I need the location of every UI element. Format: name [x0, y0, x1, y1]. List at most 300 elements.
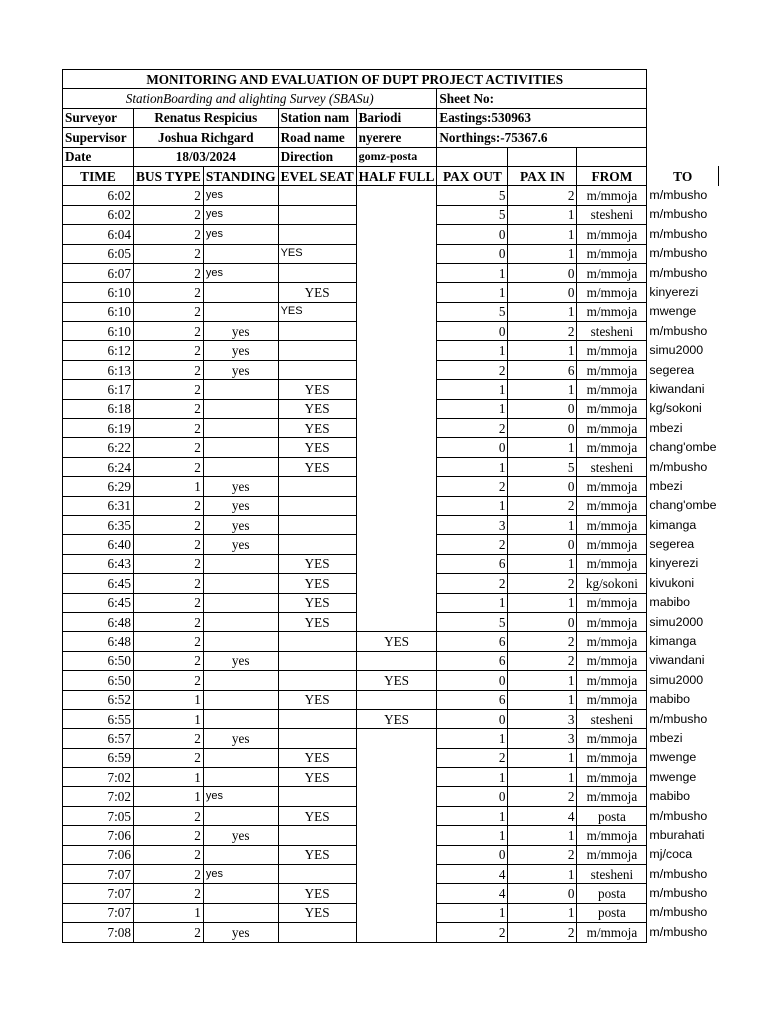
cell-level-seat — [278, 225, 356, 244]
cell-pax-in: 3 — [508, 709, 577, 728]
cell-pax-out: 1 — [437, 593, 508, 612]
table-row — [63, 593, 719, 612]
cell-from: m/mmoja — [577, 787, 647, 806]
cell-half-full — [356, 322, 437, 341]
cell-bus-type: 1 — [134, 690, 204, 709]
table-row — [63, 283, 719, 302]
cell-pax-in: 1 — [508, 903, 577, 922]
cell-half-full — [356, 205, 437, 224]
cell-level-seat: YES — [278, 380, 356, 399]
cell-time: 6:10 — [63, 302, 134, 321]
cell-level-seat: YES — [278, 302, 356, 321]
table-row — [63, 574, 719, 593]
table-row — [63, 496, 719, 515]
cell-from: m/mmoja — [577, 380, 647, 399]
cell-time: 6:05 — [63, 244, 134, 263]
cell-to: mbezi — [649, 478, 683, 493]
cell-time: 6:31 — [63, 496, 134, 515]
cell-half-full — [356, 651, 437, 670]
cell-half-full — [356, 729, 437, 748]
cell-to: m/mbusho — [649, 924, 708, 939]
cell-pax-in: 1 — [508, 244, 577, 263]
cell-from: posta — [577, 903, 647, 922]
table-row — [63, 341, 719, 360]
cell-to: m/mbusho — [649, 905, 708, 920]
cell-from: stesheni — [577, 205, 647, 224]
cell-pax-out: 5 — [437, 186, 508, 205]
cell-level-seat — [278, 205, 356, 224]
cell-standing — [203, 632, 278, 651]
cell-time: 6:43 — [63, 554, 134, 573]
cell-bus-type: 1 — [134, 709, 204, 728]
cell-level-seat — [278, 787, 356, 806]
cell-pax-in: 2 — [508, 845, 577, 864]
sheet-no-label: Sheet No: — [437, 89, 647, 108]
cell-bus-type: 2 — [134, 535, 204, 554]
col-level-seat-header: EVEL SEAT — [278, 166, 356, 185]
cell-time: 6:35 — [63, 515, 134, 534]
cell-from: m/mmoja — [577, 477, 647, 496]
survey-sheet — [62, 69, 719, 943]
table-row — [63, 186, 719, 205]
cell-level-seat — [278, 186, 356, 205]
cell-from: m/mmoja — [577, 225, 647, 244]
cell-to: segerea — [649, 362, 695, 377]
cell-standing — [203, 380, 278, 399]
cell-time: 6:04 — [63, 225, 134, 244]
cell-standing — [203, 244, 278, 263]
cell-time: 6:02 — [63, 186, 134, 205]
cell-pax-in: 0 — [508, 884, 577, 903]
cell-half-full — [356, 787, 437, 806]
cell-to: m/mbusho — [649, 207, 708, 222]
cell-pax-in: 1 — [508, 593, 577, 612]
cell-bus-type: 2 — [134, 360, 204, 379]
cell-bus-type: 2 — [134, 865, 204, 884]
cell-level-seat: YES — [278, 806, 356, 825]
cell-pax-in: 2 — [508, 787, 577, 806]
cell-half-full — [356, 690, 437, 709]
cell-bus-type: 2 — [134, 186, 204, 205]
cell-pax-out: 5 — [437, 612, 508, 631]
cell-from: m/mmoja — [577, 554, 647, 573]
cell-standing — [203, 806, 278, 825]
table-row — [63, 884, 719, 903]
cell-time: 6:07 — [63, 263, 134, 282]
cell-to: kimanga — [649, 634, 697, 649]
cell-time: 6:57 — [63, 729, 134, 748]
col-time-header: TIME — [63, 166, 134, 185]
cell-bus-type: 2 — [134, 574, 204, 593]
cell-time: 6:24 — [63, 457, 134, 476]
cell-time: 7:06 — [63, 845, 134, 864]
cell-half-full — [356, 477, 437, 496]
cell-to: mabibo — [649, 595, 691, 610]
road-value: nyerere — [356, 128, 437, 147]
col-from-header: FROM — [577, 166, 647, 185]
cell-time: 6:10 — [63, 322, 134, 341]
table-row — [63, 225, 719, 244]
cell-from: m/mmoja — [577, 399, 647, 418]
table-row — [63, 457, 719, 476]
road-label: Road name — [278, 128, 356, 147]
cell-time: 6:10 — [63, 283, 134, 302]
cell-level-seat — [278, 360, 356, 379]
table-row — [63, 865, 719, 884]
cell-half-full — [356, 263, 437, 282]
cell-pax-out: 1 — [437, 399, 508, 418]
cell-to: mabibo — [649, 789, 691, 804]
cell-pax-out: 1 — [437, 806, 508, 825]
cell-standing: yes — [203, 186, 278, 205]
cell-time: 7:08 — [63, 923, 134, 942]
cell-pax-in: 6 — [508, 360, 577, 379]
column-header-row — [63, 166, 719, 185]
cell-time: 6:50 — [63, 671, 134, 690]
cell-pax-in: 0 — [508, 399, 577, 418]
cell-standing — [203, 554, 278, 573]
cell-to: mburahati — [649, 827, 705, 842]
cell-pax-in: 1 — [508, 302, 577, 321]
cell-standing: yes — [203, 341, 278, 360]
cell-from: m/mmoja — [577, 671, 647, 690]
cell-bus-type: 2 — [134, 225, 204, 244]
table-row — [63, 263, 719, 282]
cell-half-full — [356, 612, 437, 631]
cell-pax-out: 6 — [437, 554, 508, 573]
cell-level-seat: YES — [278, 903, 356, 922]
cell-standing: yes — [203, 263, 278, 282]
cell-pax-in: 5 — [508, 457, 577, 476]
cell-time: 7:02 — [63, 768, 134, 787]
cell-bus-type: 2 — [134, 806, 204, 825]
col-bus-type-header: BUS TYPE — [134, 166, 204, 185]
cell-pax-in: 1 — [508, 690, 577, 709]
cell-half-full — [356, 845, 437, 864]
cell-pax-in: 1 — [508, 865, 577, 884]
col-to-header: TO — [647, 166, 719, 185]
cell-time: 6:45 — [63, 574, 134, 593]
cell-standing — [203, 768, 278, 787]
cell-standing — [203, 457, 278, 476]
date-label: Date — [63, 147, 134, 166]
cell-standing — [203, 690, 278, 709]
cell-to: m/mbusho — [649, 866, 708, 881]
table-row — [63, 399, 719, 418]
cell-pax-out: 0 — [437, 845, 508, 864]
cell-time: 7:06 — [63, 826, 134, 845]
cell-bus-type: 2 — [134, 593, 204, 612]
cell-pax-in: 0 — [508, 477, 577, 496]
cell-level-seat: YES — [278, 419, 356, 438]
cell-standing — [203, 574, 278, 593]
cell-to: mwenge — [649, 769, 697, 784]
table-row — [63, 515, 719, 534]
table-row — [63, 612, 719, 631]
sheet-title: MONITORING AND EVALUATION OF DUPT PROJECT ACTIVITIES — [63, 70, 647, 89]
cell-bus-type: 1 — [134, 903, 204, 922]
cell-to: simu2000 — [649, 672, 704, 687]
cell-standing: yes — [203, 865, 278, 884]
table-row — [63, 554, 719, 573]
cell-to: m/mbusho — [649, 886, 708, 901]
cell-bus-type: 2 — [134, 244, 204, 263]
cell-time: 6:50 — [63, 651, 134, 670]
cell-pax-in: 1 — [508, 515, 577, 534]
surveyor-label: Surveyor — [63, 108, 134, 127]
cell-level-seat: YES — [278, 690, 356, 709]
cell-pax-out: 1 — [437, 263, 508, 282]
cell-level-seat: YES — [278, 438, 356, 457]
cell-pax-in: 4 — [508, 806, 577, 825]
cell-level-seat: YES — [278, 574, 356, 593]
supervisor-label: Supervisor — [63, 128, 134, 147]
cell-to: viwandani — [649, 653, 705, 668]
cell-bus-type: 2 — [134, 748, 204, 767]
cell-pax-in: 1 — [508, 826, 577, 845]
cell-time: 7:07 — [63, 865, 134, 884]
cell-pax-out: 1 — [437, 826, 508, 845]
cell-bus-type: 2 — [134, 457, 204, 476]
cell-from: m/mmoja — [577, 845, 647, 864]
cell-pax-in: 0 — [508, 263, 577, 282]
cell-half-full — [356, 865, 437, 884]
surveyor-value: Renatus Respicius — [134, 108, 279, 127]
cell-time: 6:19 — [63, 419, 134, 438]
table-row — [63, 632, 719, 651]
cell-bus-type: 2 — [134, 612, 204, 631]
cell-bus-type: 2 — [134, 496, 204, 515]
cell-from: m/mmoja — [577, 729, 647, 748]
cell-bus-type: 2 — [134, 729, 204, 748]
cell-pax-in: 2 — [508, 651, 577, 670]
cell-to: kiwandani — [649, 381, 705, 396]
title-row — [63, 70, 719, 89]
cell-pax-out: 4 — [437, 884, 508, 903]
cell-from: stesheni — [577, 709, 647, 728]
cell-standing — [203, 903, 278, 922]
cell-pax-out: 1 — [437, 768, 508, 787]
table-row — [63, 535, 719, 554]
cell-time: 7:02 — [63, 787, 134, 806]
cell-bus-type: 2 — [134, 632, 204, 651]
cell-level-seat: YES — [278, 748, 356, 767]
cell-bus-type: 2 — [134, 263, 204, 282]
cell-to: mwenge — [649, 304, 697, 319]
cell-half-full — [356, 244, 437, 263]
cell-standing: yes — [203, 496, 278, 515]
cell-to: m/mbusho — [649, 188, 708, 203]
cell-to: m/mbusho — [649, 459, 708, 474]
cell-half-full — [356, 438, 437, 457]
cell-half-full — [356, 225, 437, 244]
cell-time: 6:48 — [63, 632, 134, 651]
cell-time: 6:45 — [63, 593, 134, 612]
cell-from: m/mmoja — [577, 360, 647, 379]
cell-level-seat: YES — [278, 457, 356, 476]
cell-pax-out: 6 — [437, 632, 508, 651]
cell-half-full — [356, 574, 437, 593]
table-row — [63, 806, 719, 825]
cell-from: posta — [577, 806, 647, 825]
cell-time: 7:05 — [63, 806, 134, 825]
cell-from: m/mmoja — [577, 419, 647, 438]
table-row — [63, 787, 719, 806]
cell-time: 6:55 — [63, 709, 134, 728]
cell-pax-in: 1 — [508, 748, 577, 767]
table-row — [63, 690, 719, 709]
cell-half-full — [356, 515, 437, 534]
cell-from: m/mmoja — [577, 244, 647, 263]
cell-bus-type: 2 — [134, 884, 204, 903]
cell-half-full — [356, 399, 437, 418]
cell-to: simu2000 — [649, 343, 704, 358]
table-row — [63, 923, 719, 942]
cell-time: 7:07 — [63, 903, 134, 922]
cell-pax-out: 1 — [437, 283, 508, 302]
cell-pax-in: 2 — [508, 632, 577, 651]
supervisor-value: Joshua Richgard — [134, 128, 279, 147]
cell-pax-out: 2 — [437, 574, 508, 593]
cell-pax-in: 1 — [508, 341, 577, 360]
cell-half-full — [356, 302, 437, 321]
cell-to: chang'ombe — [649, 498, 717, 513]
cell-pax-in: 2 — [508, 923, 577, 942]
cell-standing — [203, 748, 278, 767]
cell-half-full — [356, 903, 437, 922]
cell-half-full — [356, 535, 437, 554]
cell-level-seat — [278, 729, 356, 748]
table-row — [63, 419, 719, 438]
cell-from: m/mmoja — [577, 612, 647, 631]
cell-level-seat — [278, 865, 356, 884]
cell-time: 7:07 — [63, 884, 134, 903]
cell-pax-out: 2 — [437, 360, 508, 379]
col-standing-header: STANDING — [203, 166, 278, 185]
cell-from: m/mmoja — [577, 283, 647, 302]
cell-time: 6:52 — [63, 690, 134, 709]
subtitle-row — [63, 89, 719, 108]
date-value: 18/03/2024 — [134, 147, 279, 166]
direction-label: Direction — [278, 147, 356, 166]
cell-pax-out: 1 — [437, 457, 508, 476]
cell-standing: yes — [203, 826, 278, 845]
cell-from: m/mmoja — [577, 923, 647, 942]
cell-pax-out: 1 — [437, 729, 508, 748]
cell-half-full — [356, 748, 437, 767]
cell-pax-out: 0 — [437, 671, 508, 690]
cell-standing — [203, 419, 278, 438]
cell-level-seat: YES — [278, 845, 356, 864]
cell-pax-in: 1 — [508, 380, 577, 399]
cell-from: m/mmoja — [577, 768, 647, 787]
cell-to: m/mbusho — [649, 226, 708, 241]
cell-standing: yes — [203, 360, 278, 379]
col-half-full-header: HALF FULL — [356, 166, 437, 185]
cell-pax-in: 0 — [508, 283, 577, 302]
cell-from: posta — [577, 884, 647, 903]
cell-bus-type: 1 — [134, 768, 204, 787]
cell-from: m/mmoja — [577, 632, 647, 651]
cell-from: m/mmoja — [577, 651, 647, 670]
cell-level-seat: YES — [278, 283, 356, 302]
cell-half-full — [356, 419, 437, 438]
cell-pax-out: 2 — [437, 419, 508, 438]
cell-standing — [203, 593, 278, 612]
cell-pax-out: 1 — [437, 380, 508, 399]
cell-pax-in: 1 — [508, 225, 577, 244]
cell-level-seat: YES — [278, 593, 356, 612]
cell-pax-out: 1 — [437, 903, 508, 922]
cell-standing — [203, 671, 278, 690]
cell-pax-in: 0 — [508, 535, 577, 554]
cell-half-full: YES — [356, 709, 437, 728]
station-value: Bariodi — [356, 108, 437, 127]
table-row — [63, 205, 719, 224]
cell-half-full — [356, 593, 437, 612]
cell-half-full — [356, 341, 437, 360]
col-pax-out-header: PAX OUT — [437, 166, 508, 185]
cell-to: mbezi — [649, 420, 683, 435]
cell-bus-type: 2 — [134, 399, 204, 418]
cell-bus-type: 2 — [134, 923, 204, 942]
cell-pax-in: 2 — [508, 186, 577, 205]
direction-value: gomz-posta — [356, 147, 437, 166]
cell-time: 6:18 — [63, 399, 134, 418]
cell-bus-type: 2 — [134, 671, 204, 690]
cell-pax-out: 0 — [437, 244, 508, 263]
cell-bus-type: 2 — [134, 554, 204, 573]
cell-pax-out: 0 — [437, 787, 508, 806]
cell-time: 6:17 — [63, 380, 134, 399]
cell-pax-out: 2 — [437, 923, 508, 942]
date-row — [63, 147, 719, 166]
cell-standing: yes — [203, 515, 278, 534]
cell-to: kg/sokoni — [649, 401, 702, 416]
table-row — [63, 768, 719, 787]
cell-bus-type: 2 — [134, 651, 204, 670]
cell-standing: yes — [203, 651, 278, 670]
table-row — [63, 244, 719, 263]
cell-time: 6:59 — [63, 748, 134, 767]
cell-level-seat — [278, 263, 356, 282]
cell-pax-out: 3 — [437, 515, 508, 534]
cell-pax-out: 0 — [437, 322, 508, 341]
cell-to: m/mbusho — [649, 323, 708, 338]
supervisor-row — [63, 128, 719, 147]
cell-half-full — [356, 554, 437, 573]
table-row — [63, 709, 719, 728]
station-label: Station nam — [278, 108, 356, 127]
cell-standing — [203, 302, 278, 321]
cell-half-full: YES — [356, 671, 437, 690]
northings: Northings:-75367.6 — [437, 128, 647, 147]
cell-pax-in: 1 — [508, 768, 577, 787]
cell-to: mj/coca — [649, 847, 693, 862]
cell-pax-out: 1 — [437, 496, 508, 515]
table-row — [63, 380, 719, 399]
cell-from: stesheni — [577, 457, 647, 476]
cell-half-full — [356, 806, 437, 825]
cell-to: mbezi — [649, 730, 683, 745]
cell-pax-in: 0 — [508, 612, 577, 631]
cell-to: mabibo — [649, 692, 691, 707]
cell-level-seat — [278, 515, 356, 534]
cell-pax-out: 0 — [437, 438, 508, 457]
cell-standing — [203, 283, 278, 302]
cell-time: 6:22 — [63, 438, 134, 457]
cell-to: m/mbusho — [649, 246, 708, 261]
